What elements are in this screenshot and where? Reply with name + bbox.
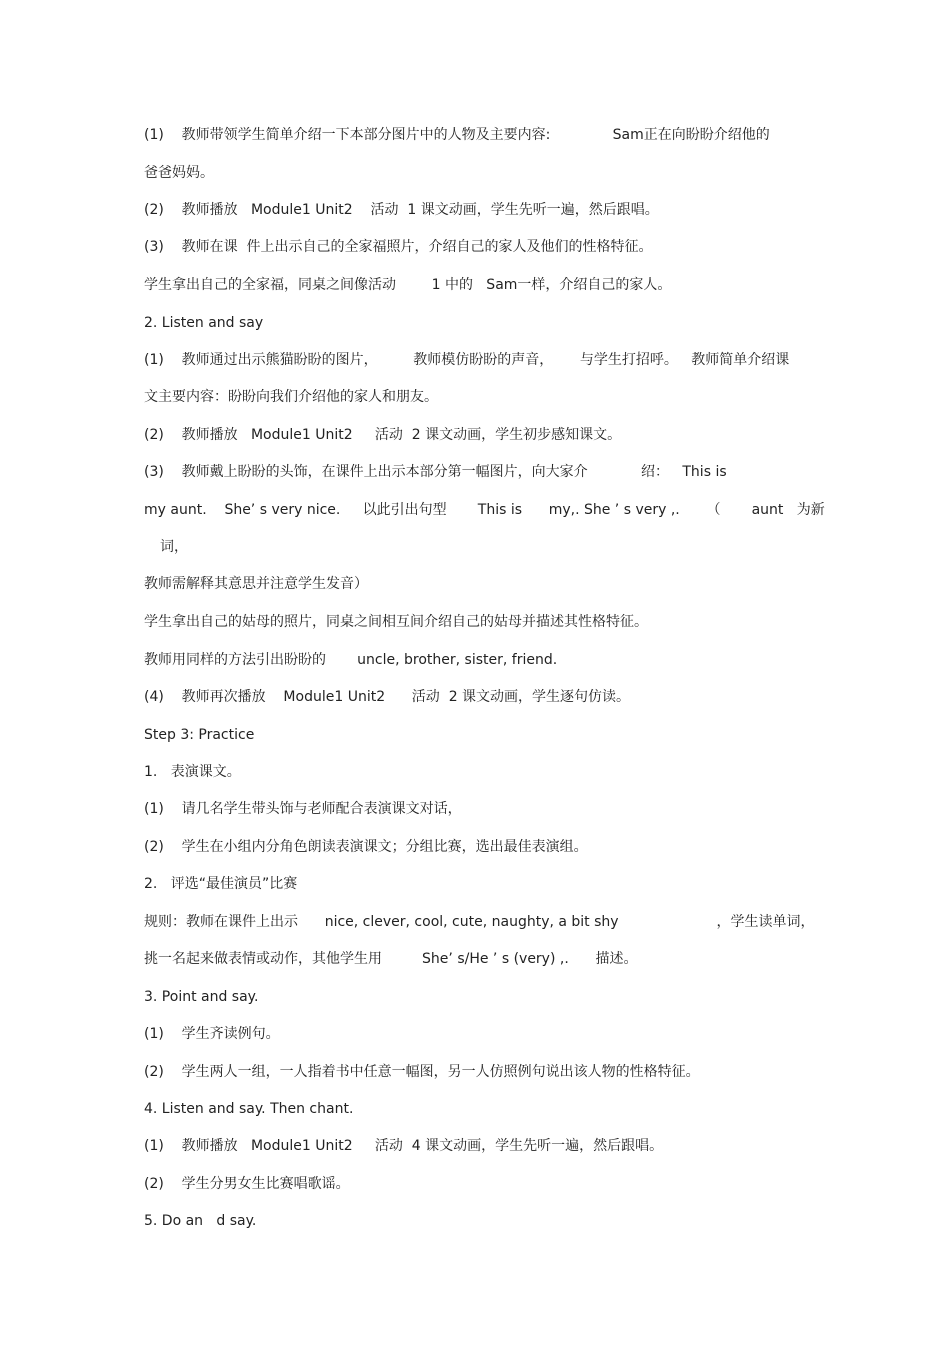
text-line: (2) 教师播放 Module1 Unit2 活动 1 课文动画，学生先听一遍，然后跟唱。: [144, 202, 659, 218]
text-line: 文主要内容：盼盼向我们介绍他的家人和朋友。: [144, 389, 438, 405]
text-line: (2) 教师播放 Module1 Unit2 活动 2 课文动画，学生初步感知课文。: [144, 427, 622, 443]
text-line: (1) 学生齐读例句。: [144, 1026, 280, 1042]
section-heading: 4. Listen and say. Then chant.: [144, 1101, 354, 1117]
section-heading: Step 3: Practice: [144, 727, 255, 743]
text-line: (1) 请几名学生带头饰与老师配合表演课文对话，: [144, 801, 462, 817]
text-line: (2) 学生分男女生比赛唱歌谣。: [144, 1176, 350, 1192]
text-line: 教师需解释其意思并注意学生发音）: [144, 576, 368, 592]
text-line: 爸爸妈妈。: [144, 165, 214, 181]
text-line: (1) 教师带领学生简单介绍一下本部分图片中的人物及主要内容: Sam正在向盼盼介绍他的: [144, 127, 770, 143]
text-line: 2. 评选“最佳演员”比赛: [144, 876, 298, 892]
text-line: (2) 学生两人一组，一人指着书中任意一幅图，另一人仿照例句说出该人物的性格特征。: [144, 1064, 700, 1080]
text-line: 规则：教师在课件上出示 nice, clever, cool, cute, naughty, a bit shy ，学生读单词，: [144, 914, 815, 930]
text-line: (1) 教师播放 Module1 Unit2 活动 4 课文动画，学生先听一遍，然后跟唱。: [144, 1138, 664, 1154]
text-line: 词，: [160, 539, 188, 555]
text-line: (3) 教师在课 件上出示自己的全家福照片，介绍自己的家人及他们的性格特征。: [144, 239, 653, 255]
text-line: 教师用同样的方法引出盼盼的 uncle, brother, sister, friend.: [144, 652, 558, 668]
text-line: 学生拿出自己的全家福，同桌之间像活动 1 中的 Sam一样，介绍自己的家人。: [144, 277, 672, 293]
text-line: (4) 教师再次播放 Module1 Unit2 活动 2 课文动画，学生逐句仿读。: [144, 689, 631, 705]
section-heading: 5. Do an d say.: [144, 1213, 257, 1229]
section-heading: 2. Listen and say: [144, 315, 264, 331]
text-line: 1. 表演课文。: [144, 764, 241, 780]
text-line: (1) 教师通过出示熊猫盼盼的图片， 教师模仿盼盼的声音， 与学生打招呼。 教师简单介绍课: [144, 352, 790, 368]
text-line: my aunt. She’ s very nice. 以此引出句型 This is my,. She ’ s very ,. （ aunt 为新: [144, 502, 825, 518]
text-line: (2) 学生在小组内分角色朗读表演课文；分组比赛，选出最佳表演组。: [144, 839, 588, 855]
text-line: 挑一名起来做表情或动作，其他学生用 She’ s/He ’ s (very) ,. 描述。: [144, 951, 638, 967]
text-line: 学生拿出自己的姑母的照片，同桌之间相互间介绍自己的姑母并描述其性格特征。: [144, 614, 648, 630]
section-heading: 3. Point and say.: [144, 989, 259, 1005]
text-line: (3) 教师戴上盼盼的头饰，在课件上出示本部分第一幅图片，向大家介 绍： This is: [144, 464, 727, 480]
